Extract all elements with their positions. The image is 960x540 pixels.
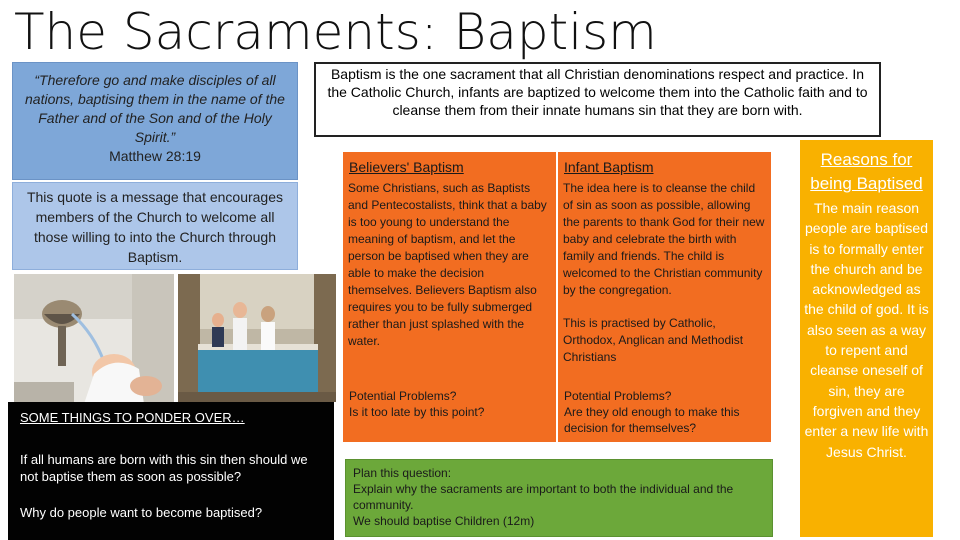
believers-problems-box xyxy=(343,384,556,442)
believers-baptism-photo xyxy=(178,274,336,402)
reasons-text: The main reason people are baptised is to formally enter the church and be acknowledged as the child of god. It is also seen as a way to repent and cleanse oneself of sin, they are forgiven and they enter a new life with Jesus Christ. xyxy=(804,200,929,460)
infant-text-practised: This is practised by Catholic, Orthodox, Anglican and Methodist Christians xyxy=(563,316,744,364)
slide-title: The Sacraments: Baptism xyxy=(14,3,657,61)
reasons-title: Reasons for being Baptised xyxy=(810,150,923,193)
infant-heading: Infant Baptism xyxy=(564,159,654,175)
plan-line-3: We should baptise Children (12m) xyxy=(353,514,535,528)
intro-box: Baptism is the one sacrament that all Christian denominations respect and practice. In the Catholic Church, infants are baptized to welcome them into the Catholic faith and to cleanse them from their innate humans sin that they are born with. xyxy=(314,62,881,137)
believers-problem-title: Potential Problems? xyxy=(349,389,457,403)
believers-heading: Believers' Baptism xyxy=(349,159,464,175)
bible-quote-box xyxy=(12,62,298,180)
plan-question-box xyxy=(345,459,773,537)
believers-text: Some Christians, such as Baptists and Pentecostalists, think that a baby is too young to understand the meaning of baptism, and let the person be baptised when they are able to make the decision themselves. Believers Baptism also requires you to be fully submerged rather than just splashed with the water. xyxy=(348,181,547,348)
reasons-box xyxy=(800,140,933,537)
ponder-question-1: If all humans are born with this sin then should we not baptise them as soon as possible? xyxy=(20,452,308,484)
quote-reference: Matthew 28:19 xyxy=(109,148,201,164)
infant-problem-text: Are they old enough to make this decision for themselves? xyxy=(564,405,740,435)
ponder-question-2: Why do people want to become baptised? xyxy=(20,505,263,520)
believers-problem-text: Is it too late by this point? xyxy=(349,405,485,419)
infant-baptism-photo xyxy=(14,274,174,404)
infant-text: The idea here is to cleanse the child of sin as soon as possible, allowing the parents to thank God for their new baby and celebrate the birth with family and friends. The child is welcomed to the Christian community by the congregation. xyxy=(563,181,765,297)
ponder-title: SOME THINGS TO PONDER OVER… xyxy=(20,410,245,425)
quote-message-box: This quote is a message that encourages members of the Church to welcome all those willing to into the Church through Baptism. xyxy=(12,182,298,270)
infant-problems-box xyxy=(558,384,771,442)
infant-problem-title: Potential Problems? xyxy=(564,389,672,403)
quote-text: “Therefore go and make disciples of all nations, baptising them in the name of the Father and of the Son and of the Holy Spirit.” xyxy=(25,72,285,145)
believers-baptism-box xyxy=(343,152,556,384)
ponder-box xyxy=(8,402,334,540)
infant-baptism-box xyxy=(558,152,771,384)
plan-line-1: Plan this question: xyxy=(353,466,452,480)
plan-line-2: Explain why the sacraments are important to both the individual and the community. xyxy=(353,482,734,512)
